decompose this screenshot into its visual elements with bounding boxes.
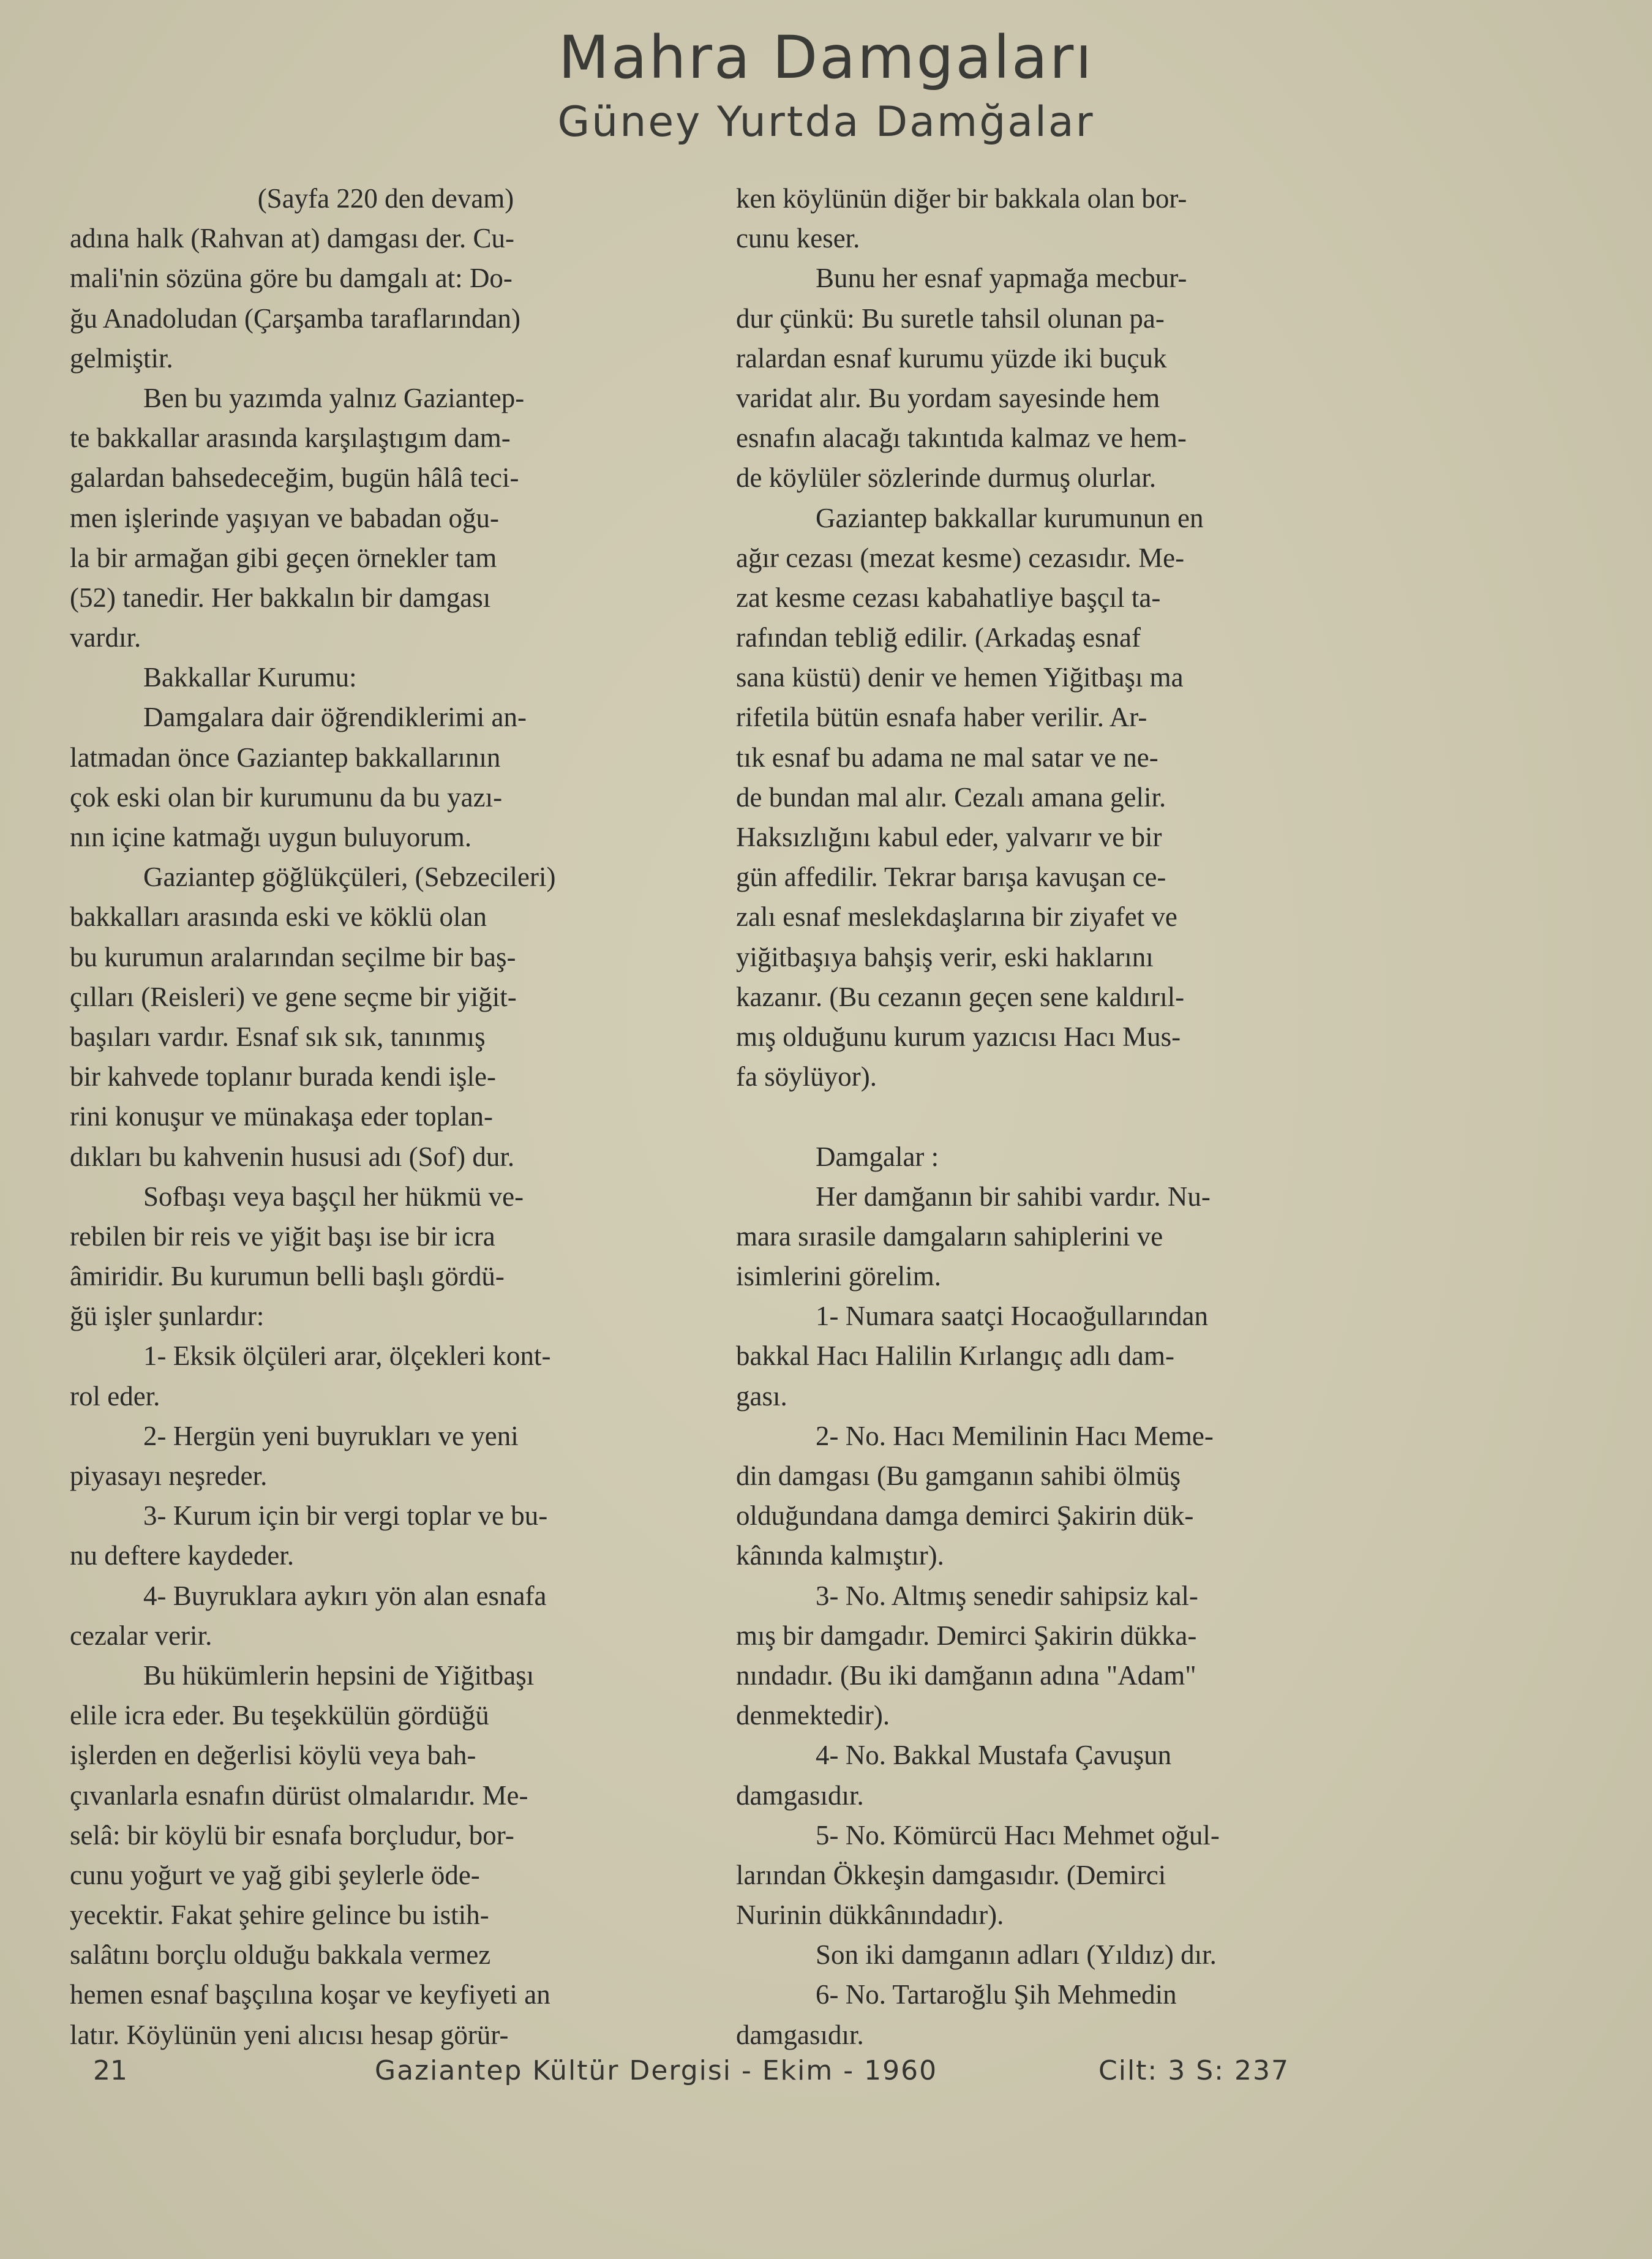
text-line: rafından tebliğ edilir. (Arkadaş esnaf: [736, 622, 1141, 653]
text-line: bakkalları arasında eski ve köklü olan: [70, 901, 487, 933]
text-line: Bunu her esnaf yapmağa mecbur-: [816, 263, 1187, 294]
article-subtitle: Güney Yurtda Damğalar: [557, 98, 1095, 146]
text-line: Gaziantep göğlükçüleri, (Sebzecileri): [143, 862, 556, 893]
text-line: bir kahvede toplanır burada kendi işle-: [70, 1061, 497, 1092]
text-line: 2- Hergün yeni buyrukları ve yeni: [143, 1420, 519, 1451]
text-line: nu deftere kaydeder.: [70, 1540, 295, 1571]
text-line: 5- No. Kömürcü Hacı Mehmet oğul-: [816, 1819, 1220, 1851]
text-line: 2- No. Hacı Memilinin Hacı Meme-: [816, 1420, 1214, 1451]
text-line: çok eski olan bir kurumunu da bu yazı-: [70, 781, 503, 813]
text-line: olduğundana damga demirci Şakirin dük-: [736, 1500, 1194, 1532]
text-line: rini konuşur ve münakaşa eder toplan-: [70, 1101, 494, 1132]
text-line: la bir armağan gibi geçen örnekler tam: [70, 542, 497, 573]
text-line: kazanır. (Bu cezanın geçen sene kaldırıl-: [736, 981, 1185, 1012]
text-line: dıkları bu kahvenin hususi adı (Sof) dur.: [70, 1141, 515, 1172]
text-line: gelmiştir.: [70, 342, 173, 374]
text-line: latmadan önce Gaziantep bakkallarının: [70, 742, 501, 773]
text-line: nın içine katmağı uygun buluyorum.: [70, 822, 472, 852]
text-line: ğü işler şunlardır:: [70, 1301, 265, 1332]
text-line: ralardan esnaf kurumu yüzde iki buçuk: [736, 342, 1167, 374]
text-line: vardır.: [70, 622, 141, 653]
text-line: bakkal Hacı Halilin Kırlangıç adlı dam-: [736, 1340, 1175, 1372]
text-line: piyasayı neşreder.: [70, 1460, 268, 1491]
text-line: elile icra eder. Bu teşekkülün gördüğü: [70, 1700, 489, 1731]
text-line: isimlerini görelim.: [736, 1261, 941, 1292]
text-line: damgasıdır.: [736, 1780, 864, 1811]
text-line: mış bir damgadır. Demirci Şakirin dükka-: [736, 1620, 1197, 1651]
text-line: rol eder.: [70, 1380, 160, 1411]
text-line: Ben bu yazımda yalnız Gaziantep-: [143, 382, 525, 413]
text-line: dur çünkü: Bu suretle tahsil olunan pa-: [736, 303, 1165, 334]
text-line: 4- Buyruklara aykırı yön alan esnafa: [143, 1580, 547, 1611]
text-line: 3- No. Altmış senedir sahipsiz kal-: [816, 1580, 1198, 1611]
text-line: 6- No. Tartaroğlu Şih Mehmedin: [816, 1979, 1177, 2010]
text-line: varidat alır. Bu yordam sayesinde hem: [736, 382, 1160, 413]
text-line: tık esnaf bu adama ne mal satar ve ne-: [736, 742, 1158, 773]
text-line: işlerden en değerlisi köylü veya bah-: [70, 1740, 476, 1771]
text-line: (52) tanedir. Her bakkalın bir damgası: [70, 582, 491, 613]
text-line: mış olduğunu kurum yazıcısı Hacı Mus-: [736, 1021, 1181, 1052]
text-line: 1- Numara saatçi Hocaoğullarından: [816, 1301, 1208, 1332]
text-line: gün affedilir. Tekrar barışa kavuşan ce-: [736, 862, 1166, 893]
text-line: 3- Kurum için bir vergi toplar ve bu-: [143, 1500, 548, 1532]
text-line: bu kurumun aralarından seçilme bir baş-: [70, 941, 516, 972]
text-line: nındadır. (Bu iki damğanın adına "Adam": [736, 1659, 1196, 1691]
text-line: cunu yoğurt ve yağ gibi şeylerle öde-: [70, 1859, 480, 1890]
text-line: zat kesme cezası kabahatliye başçıl ta-: [736, 582, 1161, 613]
text-line: selâ: bir köylü bir esnafa borçludur, bor-: [70, 1819, 514, 1851]
text-line: cunu keser.: [736, 223, 860, 254]
text-line: damgasıdır.: [736, 2019, 864, 2050]
text-line: cezalar verir.: [70, 1620, 212, 1651]
text-line: başıları vardır. Esnaf sık sık, tanınmış: [70, 1021, 486, 1052]
text-line: men işlerinde yaşıyan ve babadan oğu-: [70, 502, 500, 533]
right-text-column: [736, 179, 1374, 2055]
text-line: din damgası (Bu gamganın sahibi ölmüş: [736, 1460, 1181, 1491]
text-line: esnafın alacağı takıntıda kalmaz ve hem-: [736, 423, 1187, 454]
text-line: (Sayfa 220 den devam): [257, 183, 514, 214]
text-line: zalı esnaf meslekdaşlarına bir ziyafet ve: [736, 901, 1177, 933]
text-line: gası.: [736, 1380, 787, 1411]
text-line: de bundan mal alır. Cezalı amana gelir.: [736, 781, 1166, 813]
text-line: kânında kalmıştır).: [736, 1540, 944, 1571]
volume-issue: Cilt: 3 S: 237: [1098, 2055, 1290, 2086]
text-line: mara sırasile damgaların sahiplerini ve: [736, 1220, 1163, 1252]
text-line: Nurinin dükkânındadır).: [736, 1900, 1004, 1931]
text-line: hemen esnaf başçılına koşar ve keyfiyeti an: [70, 1979, 550, 2010]
text-line: Damgalara dair öğrendiklerimi an-: [143, 702, 527, 733]
text-line: galardan bahsedeceğim, bugün hâlâ teci-: [70, 462, 519, 494]
page-footer: [0, 2055, 1652, 2098]
left-text-column: [70, 179, 702, 2055]
text-line: Her damğanın bir sahibi vardır. Nu-: [816, 1181, 1211, 1212]
text-line: larından Ökkeşin damgasıdır. (Demirci: [736, 1859, 1166, 1890]
article-title: Mahra Damgaları: [558, 23, 1094, 92]
text-line: rebilen bir reis ve yiğit başı ise bir icra: [70, 1220, 495, 1252]
text-line: Sofbaşı veya başçıl her hükmü ve-: [143, 1181, 524, 1212]
text-line: çılları (Reisleri) ve gene seçme bir yiğit-: [70, 981, 517, 1012]
journal-name: Gaziantep Kültür Dergisi - Ekim - 1960: [375, 2055, 938, 2086]
text-line: te bakkallar arasında karşılaştıgım dam-: [70, 423, 511, 454]
text-line: Bu hükümlerin hepsini de Yiğitbaşı: [143, 1659, 535, 1691]
page-number: 21: [93, 2055, 127, 2086]
text-line: sana küstü) denir ve hemen Yiğitbaşı ma: [736, 662, 1184, 693]
text-line: rifetila bütün esnafa haber verilir. Ar-: [736, 702, 1147, 733]
text-line: [736, 1097, 1374, 1137]
text-line: Bakkallar Kurumu:: [143, 662, 357, 693]
text-line: yiğitbaşıya bahşiş verir, eski haklarını: [736, 941, 1154, 972]
text-line: 1- Eksik ölçüleri arar, ölçekleri kont-: [143, 1340, 551, 1372]
text-line: âmiridir. Bu kurumun belli başlı gördü-: [70, 1261, 505, 1292]
text-line: Haksızlığını kabul eder, yalvarır ve bir: [736, 822, 1162, 852]
text-line: salâtını borçlu olduğu bakkala vermez: [70, 1939, 491, 1971]
text-line: adına halk (Rahvan at) damgası der. Cu-: [70, 223, 515, 254]
text-line: ğu Anadoludan (Çarşamba taraflarından): [70, 303, 520, 334]
text-line: denmektedir).: [736, 1700, 890, 1731]
text-line: mali'nin sözüna göre bu damgalı at: Do-: [70, 263, 512, 294]
text-line: yecektir. Fakat şehire gelince bu istih-: [70, 1900, 489, 1931]
text-line: Gaziantep bakkallar kurumunun en: [816, 502, 1204, 533]
text-line: 4- No. Bakkal Mustafa Çavuşun: [816, 1740, 1172, 1771]
text-line: fa söylüyor).: [736, 1061, 877, 1092]
text-line: ken köylünün diğer bir bakkala olan bor-: [736, 183, 1187, 214]
text-line: ağır cezası (mezat kesme) cezasıdır. Me-: [736, 542, 1185, 573]
text-line: de köylüler sözlerinde durmuş olurlar.: [736, 462, 1157, 494]
text-line: latır. Köylünün yeni alıcısı hesap görür-: [70, 2019, 509, 2050]
text-line: Damgalar :: [816, 1141, 939, 1172]
text-line: çıvanlarla esnafın dürüst olmalarıdır. Me-: [70, 1780, 528, 1811]
text-line: Son iki damganın adları (Yıldız) dır.: [816, 1939, 1217, 1971]
